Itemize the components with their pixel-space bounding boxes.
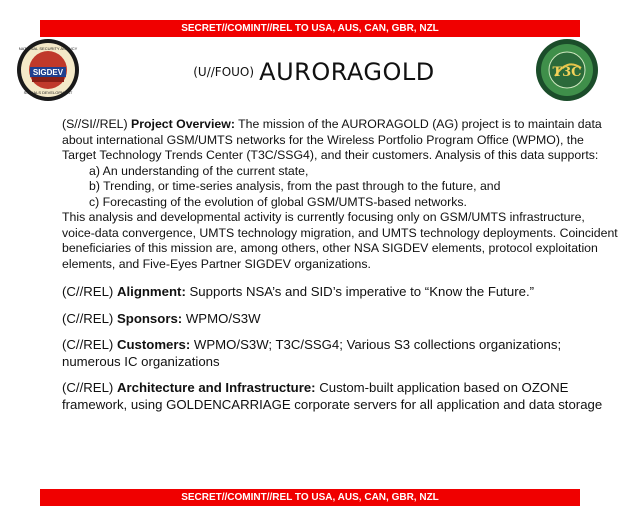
overview-list-item: b) Trending, or time-series analysis, from the past through to the future, and xyxy=(89,179,501,193)
overview-list-item: c) Forecasting of the evolution of global GSM/UMTS-based networks. xyxy=(89,194,467,209)
alignment-section xyxy=(62,284,618,301)
sponsors-section xyxy=(62,311,618,328)
architecture-heading: Architecture and Infrastructure: xyxy=(116,380,316,395)
alignment-heading: Alignment: xyxy=(116,284,186,299)
overview-after: This analysis and developmental activity is currently focusing only on GSM/UMTS infrastructure, voice-data convergence, UMTS technology migration, and UMTS technology deployments. Coincident beneficiaries of this mission are, among others, other NSA SIGDEV elements, protocol exploitation elements, and Five-Eyes Partner SIGDEV organizations. xyxy=(62,210,618,271)
page-title xyxy=(0,58,628,86)
overview-mark: (S//SI//REL) xyxy=(62,117,128,131)
seal-center-text: SIGDEV xyxy=(32,68,64,77)
overview-heading: Project Overview: xyxy=(131,117,235,131)
sponsors-heading: Sponsors: xyxy=(116,310,183,326)
title-name: AURORAGOLD xyxy=(259,58,435,86)
architecture-mark: (C//REL) xyxy=(62,380,114,395)
title-classification: (U//FOUO) xyxy=(193,65,255,79)
document-body xyxy=(62,117,618,487)
architecture-text: Custom-built application based on OZONE framework, using GOLDENCARRIAGE corporate servers for all application and data storage xyxy=(62,380,603,412)
customers-section xyxy=(62,337,618,370)
t3c-center-text: T3C xyxy=(552,65,582,80)
classification-banner-bottom: SECRET//COMINT//REL TO USA, AUS, CAN, GBR, NZL xyxy=(40,489,580,506)
seal-top-text: NATIONAL SECURITY AGENCY xyxy=(18,46,78,51)
overview-list-item: a) An understanding of the current state, xyxy=(89,163,309,178)
architecture-section xyxy=(62,380,618,413)
alignment-text: Supports NSA’s and SID’s imperative to “Know the Future.” xyxy=(189,284,535,299)
sponsors-text: WPMO/S3W xyxy=(185,310,261,326)
customers-heading: Customers: xyxy=(116,337,191,352)
sponsors-mark: (C//REL) xyxy=(62,310,114,326)
classification-banner-top: SECRET//COMINT//REL TO USA, AUS, CAN, GBR, NZL xyxy=(40,20,580,37)
customers-mark: (C//REL) xyxy=(62,337,114,352)
overview-text: The mission of the AURORAGOLD (AG) project is to maintain data about international GSM/UMTS networks for the Wireless Portfolio Program Office (WPMO), the Target Technology Trends Center (T3C/SSG4), and their customers. Analysis of this data supports: xyxy=(62,117,602,162)
overview-list xyxy=(62,164,618,211)
overview-paragraph xyxy=(62,117,618,164)
customers-text: WPMO/S3W; T3C/SSG4; Various S3 collections organizations; numerous IC organizations xyxy=(62,337,562,369)
seal-bottom-text: SIGNALS DEVELOPMENT xyxy=(23,90,73,95)
alignment-mark: (C//REL) xyxy=(62,284,114,299)
